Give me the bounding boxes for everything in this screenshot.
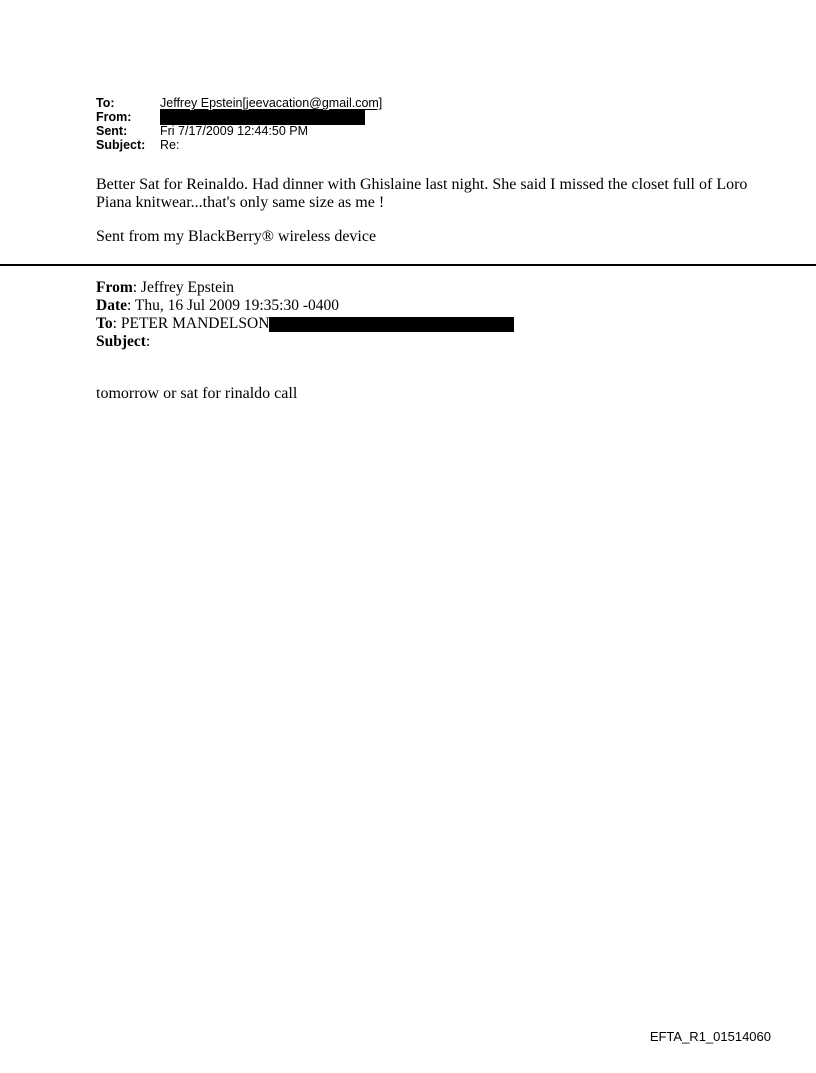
quoted-from-row (96, 279, 514, 297)
quoted-subject-value: : (145, 333, 151, 350)
to-label: To: (96, 96, 115, 110)
quoted-to-redaction (269, 317, 514, 332)
quoted-date-value: : Thu, 16 Jul 2009 19:35:30 -0400 (127, 297, 339, 314)
message-divider (0, 264, 816, 266)
bates-number: EFTA_R1_01514060 (649, 1029, 771, 1044)
quoted-header (96, 279, 514, 351)
quoted-body: tomorrow or sat for rinaldo call (96, 385, 298, 402)
quoted-from-label: From (96, 279, 133, 296)
quoted-date-label: Date (96, 297, 127, 314)
header-to-row (96, 96, 382, 110)
header-sent-row (96, 124, 382, 138)
message-signature: Sent from my BlackBerry® wireless device (96, 228, 377, 245)
sent-label: Sent: (96, 124, 128, 138)
to-value: Jeffrey Epstein[jeevacation@gmail.com] (160, 96, 383, 110)
quoted-subject-row (96, 333, 514, 351)
quoted-to-value: : PETER MANDELSON (112, 315, 270, 332)
header-from-row (96, 110, 382, 124)
quoted-from-value: : Jeffrey Epstein (132, 279, 235, 296)
header-subject-row (96, 138, 382, 152)
quoted-date-row (96, 297, 514, 315)
from-redaction (160, 110, 365, 125)
quoted-subject-label: Subject (96, 333, 146, 350)
quoted-to-row (96, 315, 514, 333)
message-body-text: Better Sat for Reinaldo. Had dinner with Ghislaine last night. She said I missed the closet full of Loro Piana knitwear...that's only same size as me ! (96, 176, 748, 211)
quoted-to-label: To (96, 315, 113, 332)
sent-value: Fri 7/17/2009 12:44:50 PM (160, 124, 309, 138)
subject-value: Re: (160, 138, 180, 152)
message-body (96, 176, 756, 212)
subject-label: Subject: (96, 138, 146, 152)
from-label: From: (96, 110, 132, 124)
email-header (96, 96, 382, 152)
